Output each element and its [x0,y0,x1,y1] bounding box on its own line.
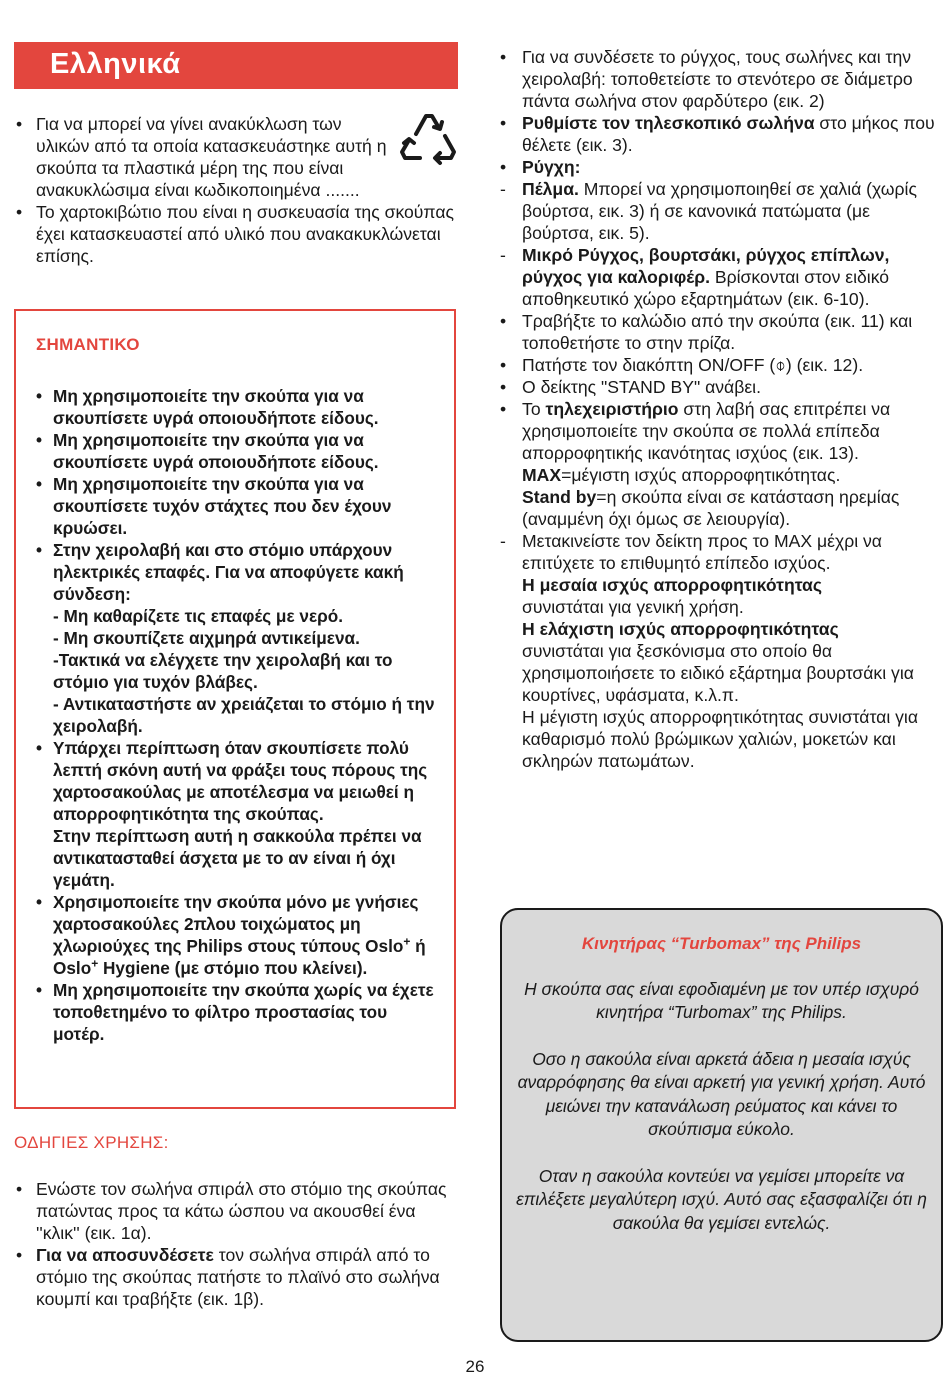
list-item: • Τραβήξτε το καλώδιο από την σκούπα (εικ. 11) και τοποθετήστε το στην πρίζα. [500,311,913,353]
list-item: - Μικρό Ρύγχος, βουρτσάκι, ρύγχος επίπλων, ρύγχος για καλοριφέρ. Βρίσκονται στον ειδικό αποθηκευτικό χώρο εξαρτημάτων (εικ. 6-10). [500,245,890,309]
recycle-list-2 [14,201,458,267]
list-item: - Πέλμα. Μπορεί να χρησιμοποιηθεί σε χαλιά (χωρίς βούρτσα, εικ. 3) ή σε κανονικά πατώματα (με βούρτσα, εικ. 5). [500,179,917,243]
important-list [36,385,440,1045]
list-item: • Ενώστε τον σωλήνα σπιράλ στο στόμιο της σκούπας πατώντας προς τα κάτω ώσπου να ακουσθεί ένα ''κλικ'' (εικ. 1α). [16,1179,447,1243]
turbomax-box [500,908,943,1342]
list-subitem: - Μη σκουπίζετε αιχμηρά αντικείμενα. [53,628,360,648]
turbomax-paragraph: Η σκούπα σας είναι εφοδιαμένη με τον υπέρ ισχυρό κινητήρα “Turbomax” της Philips. [524,978,919,1022]
list-item: • Για να μπορεί να γίνει ανακύκλωση των υλικών από τα οποία κατασκευάστηκε αυτή η σκούπα τα πλαστικά μέρη της που είναι ανακυκλώσιμα είναι κωδικοποιημένα ....... [16,114,387,200]
list-subitem: - Αντικαταστήστε αν χρειάζεται το στόμιο ή την χειρολαβή. [53,694,435,736]
instructions-section [14,1178,458,1310]
list-item: • Μη χρησιμοποιείτε την σκούπα χωρίς να έχετε τοποθετημένο το φίλτρο προστασίας του μοτέρ. [36,980,434,1044]
right-list [498,46,943,772]
list-item: • Ρύγχη: [500,157,581,177]
turbomax-title: Κινητήρας “Turbomax” της Philips [581,934,862,953]
list-subitem: -Τακτικά να ελέγχετε την χειρολαβή και το στόμιο για τυχόν βλάβες. [53,650,393,692]
important-box [14,309,456,1109]
left-column [14,42,458,267]
list-item: • Πατήστε τον διακόπτη ΟΝ/OFF (⌽) (εικ. 12). [500,355,864,375]
list-item: • Μη χρησιμοποιείτε την σκούπα για να σκουπίσετε υγρά οποιουδήποτε είδους. [36,386,379,428]
list-item: • Για να συνδέσετε το ρύγχος, τους σωλήνες και την χειρολαβή: τοποθετείστε το στενότερο σε διάμετρο πάντα σωλήνα στον φαρδύτερο (εικ. 2) [500,47,913,111]
instructions-title: ΟΔΗΓΙΕΣ ΧΡΗΣΗΣ: [14,1133,169,1152]
turbomax-paragraph: Οσο η σακούλα είναι αρκετά άδεια η μεσαία ισχύς αναρρόφησης θα είναι αρκετή για γενική χρήση. Αυτό μειώνει την κατανάλωση ρεύματος και κάνει το σκούπισμα εύκολο. [517,1048,926,1139]
instructions-list [14,1178,458,1310]
list-subitem: Στην περίπτωση αυτή η σακκούλα πρέπει να αντικατασταθεί άσχετα με το αν είναι ή όχι γεμάτη. [53,826,422,890]
list-item: • Στην χειρολαβή και στο στόμιο υπάρχουν ηλεκτρικές επαφές. Για να αποφύγετε κακή σύνδεση: [36,540,404,604]
recycle-list [14,113,394,201]
list-item: • Ρυθμίστε τον τηλεσκοπικό σωλήνα στο μήκος που θέλετε (εικ. 3). [500,113,935,155]
list-item: • Χρησιμοποιείτε την σκούπα μόνο με γνήσιες χαρτοσακούλες 2πλου τοιχώματος μη χλωριούχες της Philips στους τύπους Oslo+ ή Oslo+ Hygiene (με στόμιο που κλείνει). [36,892,426,978]
right-column [498,46,943,772]
list-subitem: - Μη καθαρίζετε τις επαφές με νερό. [53,606,344,626]
important-title: ΣΗΜΑΝΤΙΚΟ [36,335,140,354]
list-item: - Μετακινείστε τον δείκτη προς το MAX μέχρι να επιτύχετε το επιθυμητό επίπεδο ισχύος. Η μεσαία ισχύς απορροφητικότητας συνιστάται για γενική χρήση. Η ελάχιστη ισχύς απορροφητικότητας συνιστάται για ξεσκόνισμα στο οποίο θα χρησιμοποιήσετε το ειδικό εξάρτημα βουρτσάκι για κουρτίνες, υφάσματα, κ.λ.π. Η μέγιστη ισχύς απορροφητικότητας συνιστάται για καθαρισμό πολύ βρώμικων χαλιών, μοκετών και σκληρών πατωμάτων. [500,531,919,771]
list-item: • Μη χρησιμοποιείτε την σκούπα για να σκουπίσετε υγρά οποιουδήποτε είδους. [36,430,379,472]
recycle-icon [396,107,460,169]
list-item: • Το τηλεχειριστήριο στη λαβή σας επιτρέπει να χρησιμοποιείτε την σκούπα σε πολλά επίπεδα απορροφητικής ικανότητας ισχύος (εικ. 13). MAX=μέγιστη ισχύς απορροφητικότητας. Stand by=η σκούπα είναι σε κατάσταση ηρεμίας (αναμμένη όχι όμως σε λειουργία). [500,399,900,529]
page-number: 26 [465,1357,485,1376]
list-item: • Υπάρχει περίπτωση όταν σκουπίσετε πολύ λεπτή σκόνη αυτή να φράξει τους πόρους της χαρτοσακούλας με αποτέλεσμα να μειωθεί η απορροφητικότητα της σκούπας. [36,738,428,824]
list-item: • Το χαρτοκιβώτιο που είναι η συσκευασία της σκούπας έχει κατασκευαστεί από υλικό που ανακακυκλώνεται επίσης. [16,202,454,266]
recycle-section [14,113,458,267]
list-item: • Μη χρησιμοποιείτε την σκούπα για να σκουπίσετε τυχόν στάχτες που δεν έχουν κρυώσει. [36,474,392,538]
language-title: Ελληνικά [14,42,458,89]
list-item: • Ο δείκτης "STAND BY" ανάβει. [500,377,761,397]
list-item: • Για να αποσυνδέσετε τον σωλήνα σπιράλ από το στόμιο της σκούπας πατήστε το πλαϊνό στο σωλήνα κουμπί και τραβήξτε (εικ. 1β). [16,1245,440,1309]
turbomax-paragraph: Οταν η σακούλα κοντεύει να γεμίσει μπορείτε να επιλέξετε μεγαλύτερη ισχύ. Αυτό σας εξασφαλίζει ότι η σακούλα θα γεμίσει εντελώς. [516,1165,927,1233]
